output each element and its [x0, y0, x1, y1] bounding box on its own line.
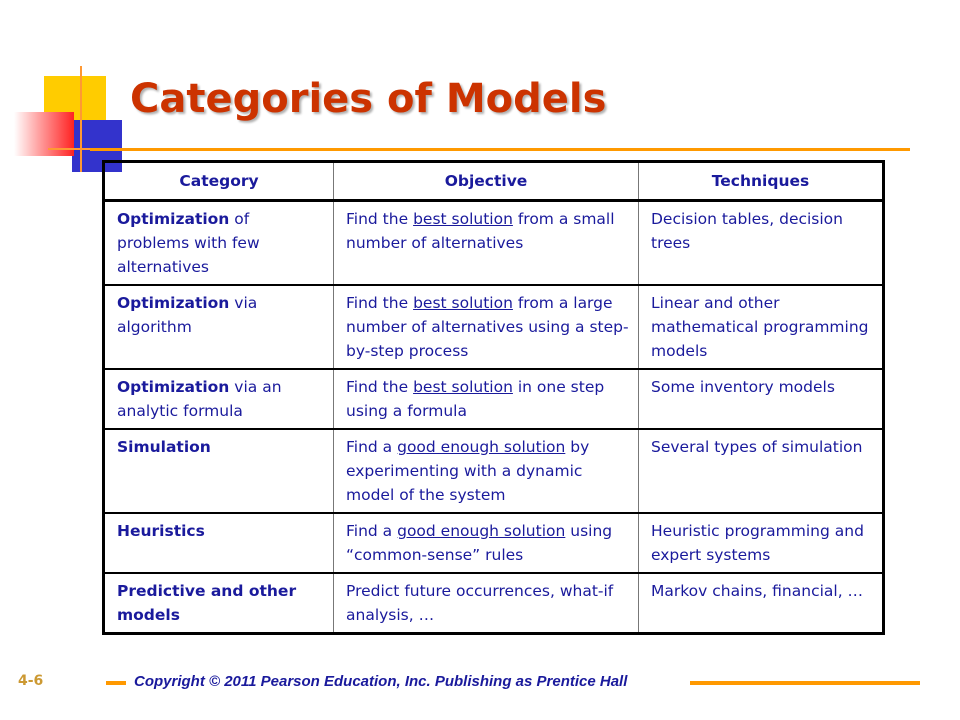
- objective-cell: [334, 285, 639, 369]
- title-underline-rule: [90, 148, 910, 151]
- techniques-cell: Linear and other mathematical programming models: [639, 285, 884, 369]
- objective-cell: [334, 573, 639, 634]
- table-row: [104, 369, 884, 429]
- footer-rule-right: [690, 681, 920, 685]
- techniques-cell: Several types of simulation: [639, 429, 884, 513]
- header-objective: Objective: [334, 162, 639, 201]
- objective-text: Find a: [346, 522, 398, 540]
- objective-cell: [334, 513, 639, 573]
- objective-text: from a large number of alternatives using a step-by-step process: [346, 294, 629, 360]
- objective-cell: [334, 429, 639, 513]
- table-row: [104, 285, 884, 369]
- category-cell: [104, 201, 334, 286]
- category-name: Simulation: [117, 438, 211, 456]
- category-cell: [104, 429, 334, 513]
- table-row: [104, 201, 884, 286]
- category-detail: via an analytic formula: [117, 378, 282, 420]
- category-name: Heuristics: [117, 522, 205, 540]
- footer-rule-left: [106, 681, 126, 685]
- table-row: [104, 429, 884, 513]
- objective-emphasis: good enough solution: [397, 438, 566, 456]
- objective-text: by experimenting with a dynamic model of the system: [346, 438, 590, 504]
- category-name: Optimization: [117, 294, 230, 312]
- techniques-cell: Some inventory models: [639, 369, 884, 429]
- category-name: Optimization: [117, 210, 230, 228]
- header-techniques: Techniques: [639, 162, 884, 201]
- header-category: Category: [104, 162, 334, 201]
- objective-text: Find the: [346, 294, 414, 312]
- objective-text: Find the: [346, 378, 414, 396]
- techniques-cell: Markov chains, financial, …: [639, 573, 884, 634]
- objective-text: Find the: [346, 210, 414, 228]
- objective-cell: [334, 201, 639, 286]
- category-cell: [104, 285, 334, 369]
- objective-text: in one step using a formula: [346, 378, 605, 420]
- techniques-cell: Heuristic programming and expert systems: [639, 513, 884, 573]
- category-cell: [104, 573, 334, 634]
- table-header-row: [104, 162, 884, 201]
- slide-number: 4-6: [18, 673, 44, 689]
- objective-emphasis: best solution: [413, 294, 513, 312]
- copyright-notice: Copyright © 2011 Pearson Education, Inc. Publishing as Prentice Hall: [134, 673, 628, 690]
- objective-emphasis: best solution: [413, 378, 513, 396]
- models-table: [102, 160, 885, 635]
- category-cell: [104, 513, 334, 573]
- objective-text: from a small number of alternatives: [346, 210, 615, 252]
- table-row: [104, 573, 884, 634]
- table-row: [104, 513, 884, 573]
- objective-cell: [334, 369, 639, 429]
- objective-text: using “common-sense” rules: [346, 522, 613, 564]
- category-detail: via algorithm: [117, 294, 258, 336]
- objective-emphasis: good enough solution: [397, 522, 566, 540]
- category-name: Optimization: [117, 378, 230, 396]
- slide-title: Categories of Models: [130, 76, 607, 122]
- objective-text: Find a: [346, 438, 398, 456]
- category-detail: of problems with few alternatives: [117, 210, 260, 276]
- category-cell: [104, 369, 334, 429]
- category-name: Predictive and other models: [117, 582, 297, 624]
- objective-text: Predict future occurrences, what-if analysis, …: [346, 582, 614, 624]
- decor-vertical-line: [80, 66, 82, 172]
- objective-emphasis: best solution: [413, 210, 513, 228]
- techniques-cell: Decision tables, decision trees: [639, 201, 884, 286]
